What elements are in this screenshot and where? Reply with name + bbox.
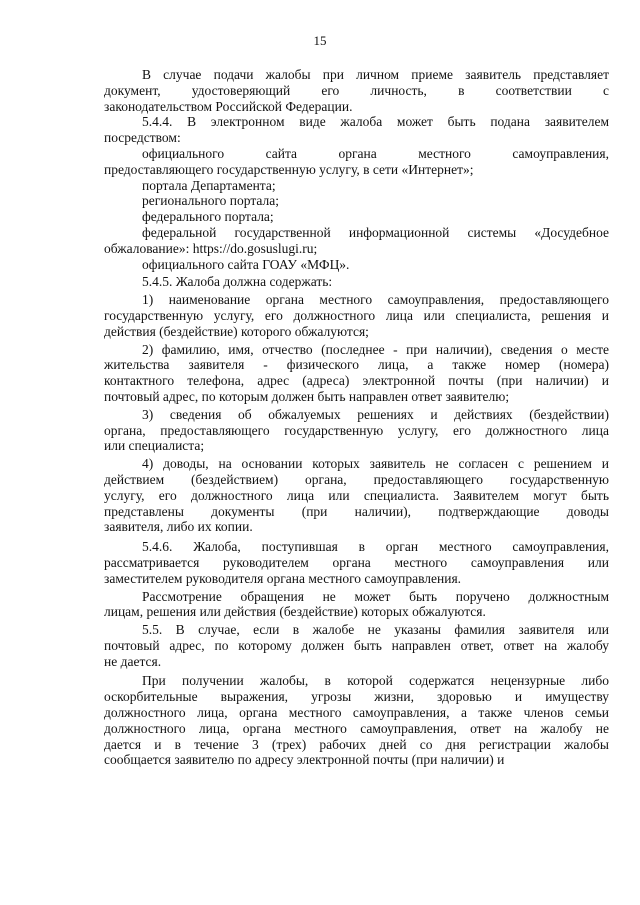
text-line: федеральной государственной информационной системы «Досудебное xyxy=(142,224,609,240)
text-line: органа, предоставляющего государственную услугу, его должностного лица xyxy=(104,422,609,438)
text-line: 5.5. В случае, если в жалобе не указаны фамилия заявителя или xyxy=(142,622,609,638)
paragraph xyxy=(104,342,609,405)
paragraph xyxy=(104,292,609,339)
paragraph xyxy=(104,114,609,146)
text-line: не дается. xyxy=(104,653,162,669)
text-line: услугу, его должностного лица или специалиста. Заявителем могут быть xyxy=(104,487,609,503)
text-line: документ, удостоверяющий его личность, в соответствии с xyxy=(104,82,609,98)
text-line: заместителем руководителя органа местного самоуправления. xyxy=(104,570,462,586)
text-line: Рассмотрение обращения не может быть поручено должностным xyxy=(142,588,609,604)
text-line: регионального портала; xyxy=(142,193,279,209)
paragraph xyxy=(104,225,609,257)
paragraph xyxy=(104,209,609,225)
text-line: должностного лица, органа местного самоуправления, ответ на жалобу не xyxy=(104,720,609,736)
paragraph xyxy=(104,673,609,768)
text-line: заявителя, либо их копии. xyxy=(104,519,253,535)
document-body xyxy=(104,67,609,768)
text-line: должностного лица, органа местного самоуправления, а также членов семьи xyxy=(104,705,609,721)
paragraph xyxy=(104,67,609,114)
text-line: или специалиста; xyxy=(104,438,205,454)
text-line: действия (бездействие) которого обжалуются; xyxy=(104,323,369,339)
text-line: 5.4.4. В электронном виде жалоба может быть подана заявителем xyxy=(142,114,609,130)
page-number: 15 xyxy=(313,33,327,48)
text-line: официального сайта органа местного самоуправления, xyxy=(142,145,609,161)
text-line: почтовый адрес, по которым должен быть направлен ответ заявителю; xyxy=(104,388,510,404)
text-line: жительства заявителя - физического лица, а также номер (номера) xyxy=(104,357,609,373)
text-line: лицам, решения или действия (бездействие) которых обжалуются. xyxy=(104,604,486,620)
paragraph xyxy=(104,407,609,454)
text-line: В случае подачи жалобы при личном приеме заявитель представляет xyxy=(142,67,609,82)
text-line: посредством: xyxy=(104,130,181,146)
text-line: 5.4.6. Жалоба, поступившая в орган местного самоуправления, xyxy=(142,539,609,555)
text-line: оскорбительные выражения, угрозы жизни, здоровью и имуществу xyxy=(104,689,609,705)
text-line: 1) наименование органа местного самоуправления, предоставляющего xyxy=(142,292,609,308)
paragraph xyxy=(104,539,609,586)
paragraph xyxy=(104,146,609,178)
text-line: контактного телефона, адрес (адреса) электронной почты (при наличии) и xyxy=(104,373,609,389)
text-line: При получении жалобы, в которой содержатся нецензурные либо xyxy=(142,673,609,689)
text-line: предоставляющего государственную услугу, в сети «Интернет»; xyxy=(104,161,474,177)
text-line: федерального портала; xyxy=(142,209,274,225)
text-line: рассматривается руководителем органа местного самоуправления или xyxy=(104,554,609,570)
text-line: обжалование»: https://do.gosuslugi.ru; xyxy=(104,240,318,256)
paragraph xyxy=(104,274,609,290)
paragraph xyxy=(104,589,609,621)
text-line: 2) фамилию, имя, отчество (последнее - при наличии), сведения о месте xyxy=(142,341,609,357)
text-line: сообщается заявителю по адресу электронной почты (при наличии) и xyxy=(104,752,505,768)
paragraph xyxy=(104,178,609,194)
text-line: 4) доводы, на основании которых заявитель не согласен с решением и xyxy=(142,456,609,472)
text-line: государственную услугу, его должностного лица или специалиста, решения и xyxy=(104,307,609,323)
text-line: 3) сведения об обжалуемых решениях и действиях (бездействии) xyxy=(142,406,609,422)
text-line: официального сайта ГОАУ «МФЦ». xyxy=(142,256,350,272)
text-line: законодательством Российской Федерации. xyxy=(104,98,353,114)
text-line: действием (бездействием) органа, предоставляющего государственную xyxy=(104,471,609,487)
text-line: дается и в течение 3 (трех) рабочих дней со дня регистрации жалобы xyxy=(104,736,609,752)
text-line: представлены документы (при наличии), подтверждающие доводы xyxy=(104,503,609,519)
text-line: 5.4.5. Жалоба должна содержать: xyxy=(142,274,333,290)
paragraph xyxy=(104,193,609,209)
paragraph xyxy=(104,622,609,669)
text-line: почтовый адрес, по которому должен быть направлен ответ, ответ на жалобу xyxy=(104,637,609,653)
paragraph xyxy=(104,257,609,273)
paragraph xyxy=(104,456,609,535)
text-line: портала Департамента; xyxy=(142,177,276,193)
